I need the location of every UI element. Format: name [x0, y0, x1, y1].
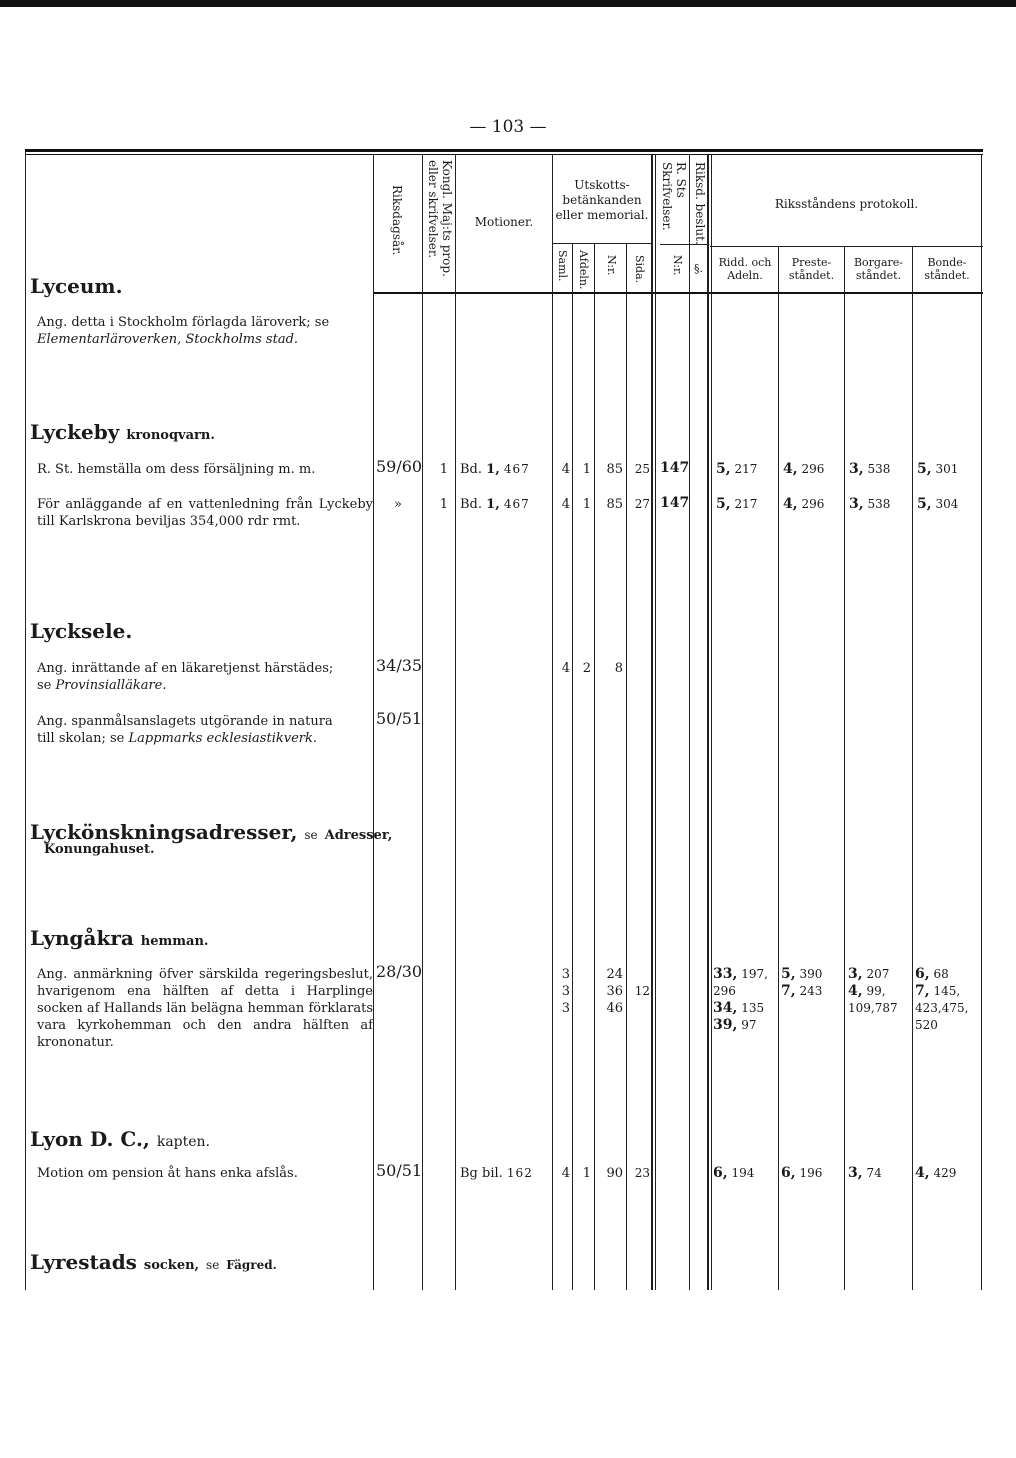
lycksele-r1-year: 34/35: [376, 656, 423, 675]
col-rule-10b: [711, 155, 712, 1290]
lyckeby-r1-afd: 1: [582, 462, 591, 477]
lyngakra-bond-4: 520: [915, 1018, 938, 1032]
lyckeby-r1-nr: 85: [606, 462, 623, 477]
lyckonsk-ref2: Konungahuset.: [44, 842, 155, 857]
lyckeby-r1-motion: Bd. 1, 467: [460, 462, 530, 477]
lyngakra-r1-nr-1: 24: [606, 967, 623, 982]
header-kongl: Kongl. Maj:ts prop. eller skrifvelser.: [426, 160, 454, 277]
lyckeby-r1-rsts: 147: [660, 460, 690, 476]
lyon-r1-afd: 1: [582, 1166, 591, 1181]
lyon-r1-nr: 90: [606, 1166, 623, 1181]
lyckeby-r2-motion: Bd. 1, 467: [460, 497, 530, 512]
lyon-r1-sida: 23: [634, 1166, 650, 1180]
lyngakra-ridd-2: 296: [713, 984, 736, 998]
heading-lyckonsk: Lyckönskningsadresser, se Adresser,: [30, 820, 393, 844]
heading-lyceum: Lyceum.: [30, 274, 123, 298]
table-top-rule-thin: [25, 154, 983, 155]
lyon-r1-samt: 4: [561, 1166, 570, 1181]
lyckeby-r1-bond: 5, 301: [917, 461, 959, 477]
lycksele-r2-year: 50/51: [376, 709, 423, 728]
header-sida: Sida.: [633, 255, 646, 284]
protokoll-sub-rule: [710, 246, 983, 247]
lyngakra-borg-1: 3, 207: [848, 966, 890, 982]
lyckeby-r2-bond: 5, 304: [917, 496, 959, 512]
lyngakra-prest-2: 7, 243: [781, 983, 823, 999]
col-rule-4: [552, 155, 553, 1290]
lyckeby-r1-prest: 4, 296: [783, 461, 825, 477]
header-preste: Preste- ståndet.: [788, 256, 835, 282]
lycksele-r1-afd: 2: [582, 661, 591, 676]
lyon-r1-year: 50/51: [376, 1161, 423, 1180]
header-afdeln: Afdeln.: [577, 250, 590, 290]
header-bonde: Bonde- ståndet.: [924, 256, 970, 282]
lyceum-desc: Ang. detta i Stockholm förlagda läroverk; se Elementarläroverken, Stockholms stad.: [37, 315, 330, 347]
left-border: [25, 152, 26, 1290]
lycksele-r1-nr: 8: [614, 661, 623, 676]
lyckeby-r1-samt: 4: [561, 462, 570, 477]
header-bottom-rule: [373, 292, 983, 294]
lyngakra-prest-1: 5, 390: [781, 966, 823, 982]
lyckeby-r2-rsts: 147: [660, 495, 690, 511]
lyngakra-bond-3: 423,475,: [915, 1001, 969, 1015]
lyckeby-r1-borg: 3, 538: [849, 461, 891, 477]
col-rule-1: [373, 155, 374, 1290]
lyckeby-r2-kongl: 1: [439, 497, 448, 512]
utskott-sub-rule: [553, 243, 652, 244]
lyon-r1-bond: 4, 429: [915, 1165, 957, 1181]
col-rule-9: [689, 155, 690, 1290]
lyngakra-r1-nr-3: 46: [606, 1001, 623, 1016]
lyngakra-ridd-1: 33, 197,: [713, 966, 768, 982]
heading-lyckeby: Lyckeby kronoqvarn.: [30, 420, 215, 444]
heading-lyrestads: Lyrestads socken, se Fägred.: [30, 1250, 277, 1274]
lyckeby-r2-afd: 1: [582, 497, 591, 512]
header-riksdbeslut: Riksd. beslut.: [693, 162, 707, 245]
lyngakra-r1-sida: 12: [634, 984, 650, 998]
header-ridd: Ridd. och Adeln.: [718, 256, 772, 282]
lyon-r1-prest: 6, 196: [781, 1165, 823, 1181]
lyon-r1-desc: Motion om pension åt hans enka afslås.: [37, 1166, 298, 1181]
lyckeby-r2-ridd: 5, 217: [716, 496, 758, 512]
heading-lycksele: Lycksele.: [30, 619, 133, 643]
col-rule-8: [651, 155, 653, 1290]
right-border: [981, 155, 982, 1290]
col-rule-3: [455, 155, 456, 1290]
lyngakra-r1-nr-2: 36: [606, 984, 623, 999]
col-rule-5: [572, 243, 573, 1290]
lycksele-r1-desc: Ang. inrättande af en läkaretjenst härstädes; se Provinsialläkare.: [37, 661, 334, 693]
page-number: — 103 —: [469, 117, 547, 137]
col-rule-13: [912, 246, 913, 1290]
heading-lyngakra: Lyngåkra hemman.: [30, 926, 209, 950]
lyckeby-r2-nr: 85: [606, 497, 623, 512]
lyngakra-borg-3: 109,787: [848, 1001, 898, 1015]
header-riksdagsar: Riksdagsår.: [390, 185, 404, 256]
col-rule-10: [707, 155, 709, 1290]
lyckeby-r2-year: »: [394, 497, 402, 512]
col-rule-11: [778, 246, 779, 1290]
lyckeby-r2-borg: 3, 538: [849, 496, 891, 512]
lyngakra-ridd-4: 39, 97: [713, 1017, 757, 1033]
lyngakra-bond-2: 7, 145,: [915, 983, 961, 999]
lyngakra-r1-samt-2: 3: [561, 984, 570, 999]
col-rule-8b: [655, 155, 656, 1290]
lycksele-r2-desc: Ang. spanmålsanslagets utgörande in natura till skolan; se Lappmarks ecklesiastikverk.: [37, 714, 333, 746]
lyngakra-r1-samt-1: 3: [561, 967, 570, 982]
lyckeby-r2-desc: För anläggande af en vattenledning från Lyckeby till Karlskrona beviljas 354,000 rdr rmt.: [37, 497, 373, 529]
lyckeby-r2-samt: 4: [561, 497, 570, 512]
table-top-rule: [25, 149, 983, 152]
lyckeby-r1-kongl: 1: [439, 462, 448, 477]
lyckeby-r1-desc: R. St. hemställa om dess försäljning m. m.: [37, 462, 316, 477]
header-protokoll: Riksståndens protokoll.: [774, 197, 919, 211]
header-samt: Saml.: [556, 250, 569, 282]
lyngakra-r1-desc: Ang. anmärkning öfver särskilda regeringsbeslut, hvarigenom ena hälften af detta i Harplinge socken af Hallands län belägna hemman förklarats vara kyrkohemman och den andra hälften af krononatur.: [37, 967, 373, 1050]
header-riksdbeslut-sub: §.: [694, 262, 703, 275]
lyngakra-bond-1: 6, 68: [915, 966, 949, 982]
lyngakra-borg-2: 4, 99,: [848, 983, 886, 999]
heading-lyon: Lyon D. C., kapten.: [30, 1127, 211, 1151]
lyngakra-r1-samt-3: 3: [561, 1001, 570, 1016]
lyckeby-r1-ridd: 5, 217: [716, 461, 758, 477]
header-borgare: Borgare- ståndet.: [853, 256, 904, 282]
header-nr: N:r.: [605, 255, 618, 276]
top-border: [0, 0, 1016, 7]
col-rule-7: [626, 243, 627, 1290]
lyon-r1-ridd: 6, 194: [713, 1165, 755, 1181]
lyckeby-r2-sida: 27: [634, 497, 650, 511]
header-motioner: Motioner.: [474, 215, 534, 229]
header-rsts: R. Sts Skrifvelser.: [660, 162, 688, 231]
lyngakra-ridd-3: 34, 135: [713, 1000, 765, 1016]
col-rule-6: [594, 243, 595, 1290]
lyckeby-r1-year: 59/60: [376, 457, 423, 476]
header-rsts-nr: N:r.: [671, 255, 684, 276]
col-rule-2: [422, 155, 423, 1290]
lyckeby-r1-sida: 25: [634, 462, 650, 476]
col-rule-12: [844, 246, 845, 1290]
header-utskott: Utskotts- betänkanden eller memorial.: [555, 178, 649, 222]
lyngakra-r1-year: 28/30: [376, 962, 423, 981]
lycksele-r1-samt: 4: [561, 661, 570, 676]
lyckeby-r2-prest: 4, 296: [783, 496, 825, 512]
lyon-r1-motion: Bg bil. 162: [460, 1166, 533, 1181]
lyon-r1-borg: 3, 74: [848, 1165, 882, 1181]
